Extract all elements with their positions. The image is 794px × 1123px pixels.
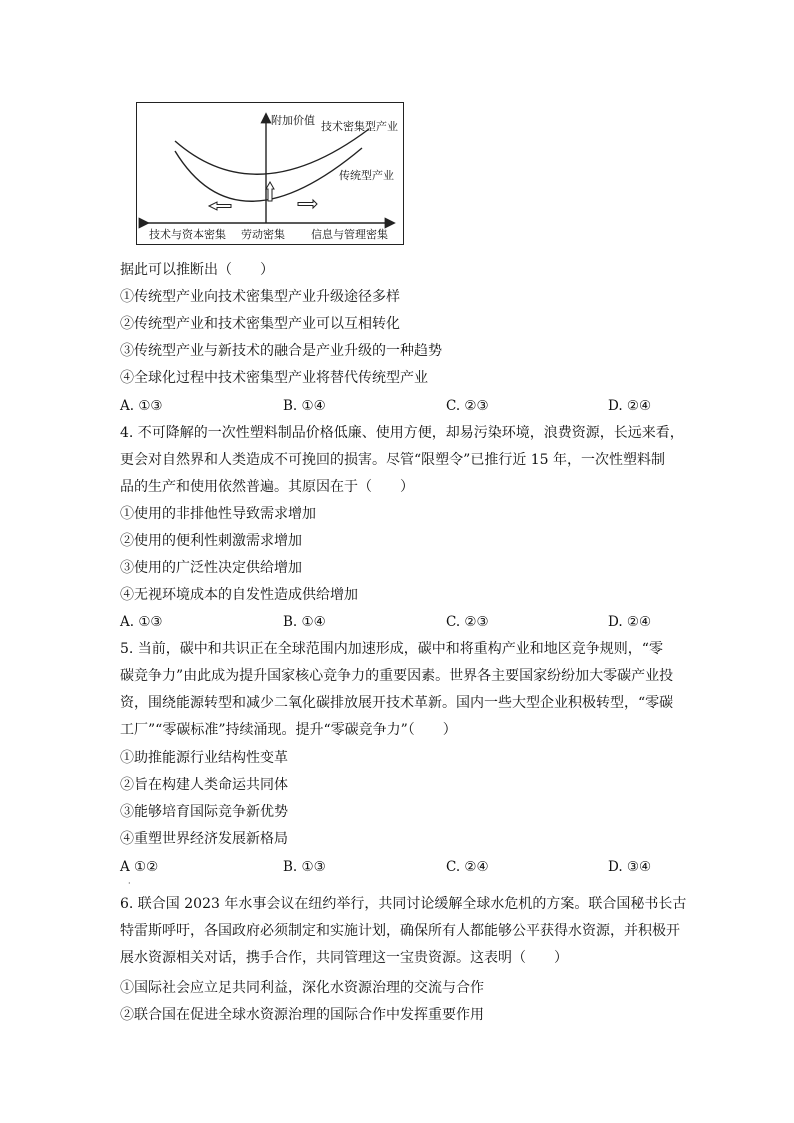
q4-option-a: A. ①③: [120, 614, 163, 630]
q3-item-2: ②传统型产业和技术密集型产业可以互相转化: [120, 316, 400, 332]
q5-item-4: ④重塑世界经济发展新格局: [120, 831, 288, 847]
q4-option-c: C. ②③: [446, 614, 489, 630]
q4-option-b: B. ①④: [283, 614, 326, 630]
y-axis-label: 附加价值: [271, 114, 315, 127]
q4-item-1: ①使用的非排他性导致需求增加: [120, 506, 316, 522]
q3-option-d: D. ②④: [608, 398, 652, 414]
q5-option-b: B. ①③: [283, 859, 326, 875]
hollow-arrow-left-icon: [209, 202, 231, 210]
q3-option-c: C. ②③: [446, 398, 489, 414]
q5-stem-line-4: 工厂”“零碳标准”持续涌现。提升“零碳竞争力”（ ）: [120, 722, 457, 738]
q3-prompt: 据此可以推断出（ ）: [120, 262, 274, 278]
q5-option-c: C. ②④: [446, 859, 489, 875]
q5-option-d: D. ③④: [608, 859, 652, 875]
q5-stem-line-3: 资，围绕能源转型和减少二氧化碳排放展开技术革新。国内一些大型企业积极转型，“零碳: [120, 695, 674, 711]
q5-stem-line-1: 5. 当前，碳中和共识正在全球范围内加速形成，碳中和将重构产业和地区竞争规则，“零: [120, 641, 663, 657]
stray-mark: ·: [128, 879, 131, 888]
q4-option-d: D. ②④: [608, 614, 652, 630]
hollow-arrow-right-icon: [298, 200, 317, 208]
q4-stem-line-2: 更会对自然界和人类造成不可挽回的损害。尽管“限塑令”已推行近 15 年，一次性塑料制: [120, 452, 666, 468]
curve-technology-intensive: [175, 129, 369, 174]
q5-stem-line-2: 碳竞争力”由此成为提升国家核心竞争力的重要因素。世界各主要国家纷纷加大零碳产业投: [120, 668, 674, 684]
q6-stem-line-3: 展水资源相关对话，携手合作，共同管理这一宝贵资源。这表明（ ）: [120, 950, 568, 966]
q6-stem-line-1: 6. 联合国 2023 年水事会议在纽约举行，共同讨论缓解全球水危机的方案。联合国秘书长古: [120, 896, 687, 912]
q4-stem-line-1: 4. 不可降解的一次性塑料制品价格低廉、使用方便，却易污染环境，浪费资源，长远来看，: [120, 425, 684, 441]
x-left-label: 技术与资本密集: [149, 228, 226, 241]
q6-stem-line-2: 特雷斯呼吁，各国政府必须制定和实施计划，确保所有人都能够公平获得水资源，并积极开: [120, 923, 680, 939]
q5-item-1: ①助推能源行业结构性变革: [120, 750, 288, 766]
q4-item-3: ③使用的广泛性决定供给增加: [120, 560, 302, 576]
x-mid-label: 劳动密集: [241, 228, 285, 241]
q5-item-2: ②旨在构建人类命运共同体: [120, 777, 288, 793]
q3-option-a: A. ①③: [120, 398, 163, 414]
value-curve-figure: [136, 102, 404, 245]
q3-item-1: ①传统型产业向技术密集型产业升级途径多样: [120, 289, 400, 305]
curve-top-label: 技术密集型产业: [321, 120, 398, 133]
curve-bottom-label: 传统型产业: [339, 169, 394, 182]
q5-option-a: A ①②: [120, 859, 159, 875]
q5-item-3: ③能够培育国际竞争新优势: [120, 804, 288, 820]
q4-stem-line-3: 品的生产和使用依然普遍。其原因在于（ ）: [120, 479, 414, 495]
x-right-label: 信息与管理密集: [311, 228, 388, 241]
q3-option-b: B. ①④: [283, 398, 326, 414]
q3-item-4: ④全球化过程中技术密集型产业将替代传统型产业: [120, 370, 428, 386]
q3-item-3: ③传统型产业与新技术的融合是产业升级的一种趋势: [120, 343, 442, 359]
q4-item-2: ②使用的便利性刺激需求增加: [120, 533, 302, 549]
q4-item-4: ④无视环境成本的自发性造成供给增加: [120, 587, 358, 603]
q6-item-1: ①国际社会应立足共同利益，深化水资源治理的交流与合作: [120, 980, 484, 996]
q6-item-2: ②联合国在促进全球水资源治理的国际合作中发挥重要作用: [120, 1007, 484, 1023]
